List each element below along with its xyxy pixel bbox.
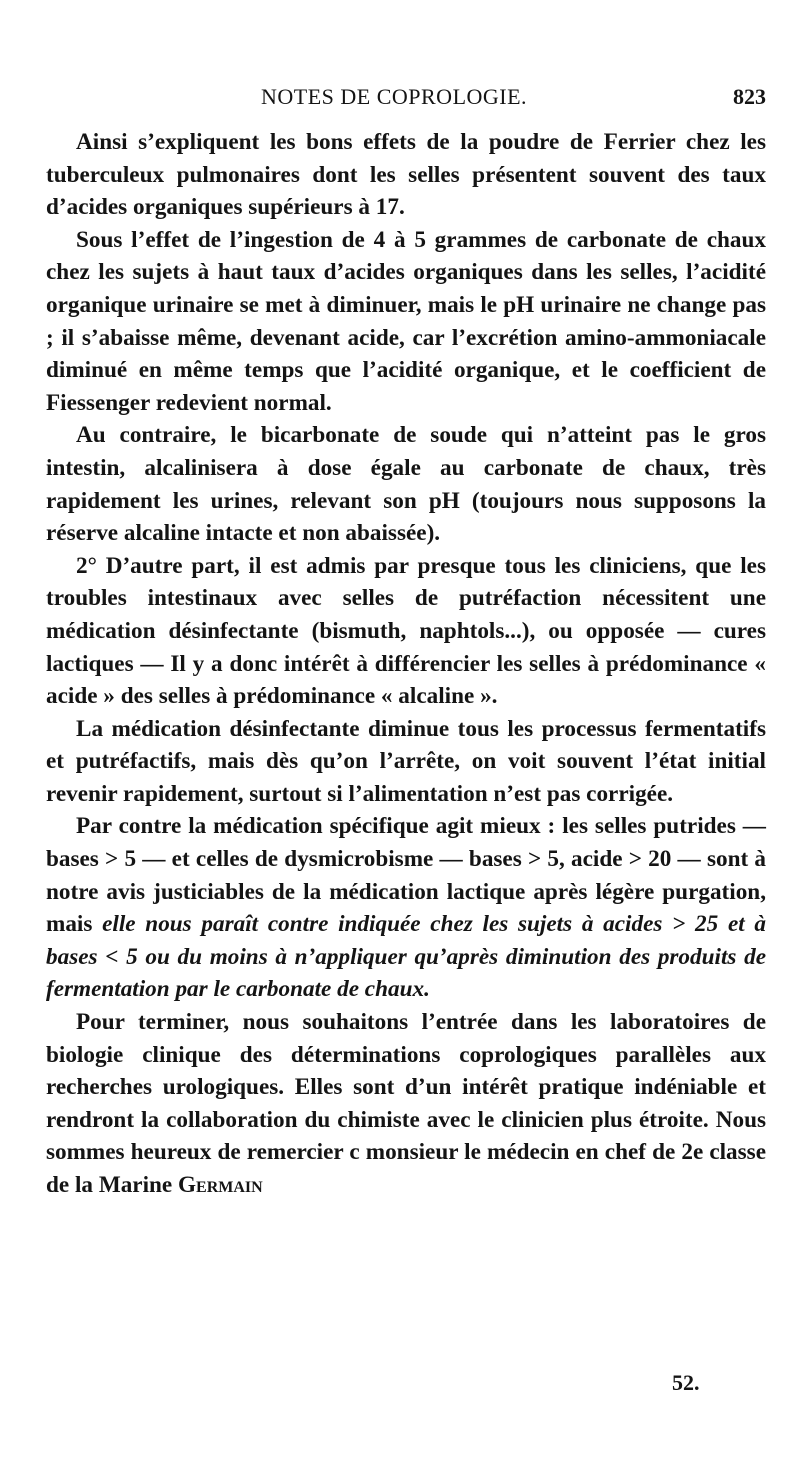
paragraph-5: La médication désinfectante diminue tous les processus fermentatifs et putréfactifs, mais dès qu’on l’arrête, on voit souvent l’état initial revenir rapidement, surtout si l’alimentation n’est pas corrigée. <box>46 715 766 807</box>
paragraph-3: Au contraire, le bicarbonate de soude qui n’atteint pas le gros intestin, alcalinisera à dose égale au carbonate de chaux, très rapidement les urines, relevant son pH (toujours nous supposons la réserve alcaline intacte et non abaissée). <box>46 422 766 547</box>
running-title: NOTES DE COPROLOGIE. <box>261 84 528 109</box>
paragraph-4: 2° D’autre part, il est admis par presque tous les cliniciens, que les troubles intestinaux avec selles de putréfaction nécessitent une médication désinfectante (bismuth, naphtols...), ou opposée — cures lactiques — Il y a donc intérêt à différencier les selles à prédominance « acide » des selles à prédominance « alcaline ». <box>46 552 766 710</box>
author-name: Germain <box>178 1172 263 1198</box>
paragraph-2: Sous l’effet de l’ingestion de 4 à 5 grammes de carbonate de chaux chez les sujets à haut taux d’acides organiques dans les selles, l’acidité organique urinaire se met à diminuer, mais le pH urinaire ne change pas ; il s’abaisse même, devenant acide, car l’excrétion amino-ammoniacale diminué en même temps que l’acidité organique, et le coefficient de Fiessenger redevient normal. <box>46 226 766 416</box>
paragraph-7 <box>46 1006 766 1202</box>
paragraph-7-text: Pour terminer, nous souhaitons l’entrée dans les laboratoires de biologie clinique des déterminations coprologiques parallèles aux recherches urologiques. Elles sont d’un intérêt pratique indéniable et rendront la collaboration du chimiste avec le clinicien plus étroite. Nous sommes heureux de remercier c monsieur le médecin en chef de 2e classe de la Marine <box>46 1009 766 1198</box>
paragraph-6-text: Par contre la médication spécifique agit mieux : les selles putrides — bases > 5 — et celles de dysmicrobisme — bases > 5, acide > 20 — sont à notre avis justiciables de la médication lactique après légère purgation, mais <box>46 813 766 938</box>
paragraph-1: Ainsi s’expliquent les bons effets de la poudre de Ferrier chez les tuberculeux pulmonaires dont les selles présentent souvent des taux d’acides organiques supérieurs à 17. <box>46 129 766 221</box>
signature-mark: 52. <box>672 1370 700 1395</box>
body-text <box>46 126 766 1202</box>
paragraph-6-italic: elle nous paraît contre indiquée chez les sujets à acides > 25 et à bases < 5 ou du moins à n’appliquer qu’après diminution des produits de fermentation par le carbonate de chaux. <box>46 911 767 1003</box>
paragraph-6 <box>46 810 766 1006</box>
page-header <box>46 80 766 116</box>
page-number: 823 <box>733 84 766 109</box>
